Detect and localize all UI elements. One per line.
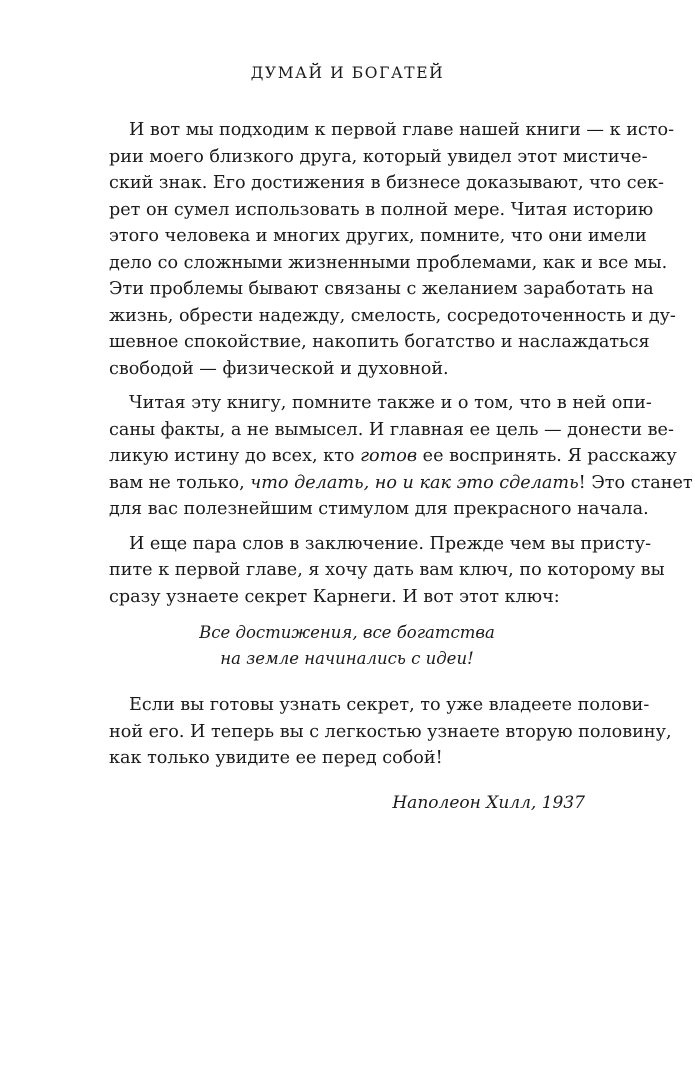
emphasis: готов xyxy=(360,446,418,466)
paragraph-3 xyxy=(109,531,665,611)
text-line: И еще пара слов в заключение. Прежде чем вы присту- xyxy=(129,533,652,554)
emphasis: что делать, но и как это сделать xyxy=(250,472,579,493)
text-line: И вот мы подходим к первой главе нашей книги — к исто- xyxy=(129,120,675,140)
paragraph-1 xyxy=(109,117,676,382)
body-text xyxy=(109,117,693,816)
author-signature: Наполеон Хилл, 1937 xyxy=(392,792,585,813)
text-run: ! Это станет xyxy=(578,472,693,493)
text-line: дело со сложными жизненными проблемами, как и все мы. xyxy=(109,252,668,273)
text-line: ский знак. Его достижения в бизнесе доказывают, что сек- xyxy=(109,173,664,193)
text-line: Если вы готовы узнать секрет, то уже владеете полови- xyxy=(129,695,650,715)
paragraph-2 xyxy=(109,390,693,523)
text-line: сразу узнаете секрет Карнеги. И вот этот ключ: xyxy=(109,586,560,607)
text-run: ее воспринять. Я расскажу xyxy=(417,446,677,466)
text-line: рет он сумел использовать в полной мере. Читая историю xyxy=(109,199,654,220)
epigraph-line: Все достижения, все богатства xyxy=(199,623,495,642)
text-line: как только увидите ее перед собой! xyxy=(109,748,443,768)
text-line: рии моего близкого друга, который увидел этот мистиче- xyxy=(109,146,648,167)
text-line xyxy=(109,470,693,497)
text-line: ной его. И теперь вы с легкостью узнаете вторую половину, xyxy=(109,721,672,742)
text-line: шевное спокойствие, накопить богатство и наслаждаться xyxy=(109,332,650,352)
text-line xyxy=(109,443,677,470)
text-line: пите к первой главе, я хочу дать вам ключ, по которому вы xyxy=(109,560,665,580)
text-line: для вас полезнейшим стимулом для прекрасного начала. xyxy=(109,499,649,519)
text-line: саны факты, а не вымысел. И главная ее цель — донести ве- xyxy=(109,419,674,440)
text-line: Эти проблемы бывают связаны с желанием заработать на xyxy=(109,279,654,299)
text-run: вам не только, xyxy=(109,472,251,493)
paragraph-4 xyxy=(109,692,672,772)
text-line: Читая эту книгу, помните также и о том, что в ней опи- xyxy=(129,393,652,413)
text-line: жизнь, обрести надежду, смелость, сосредоточенность и ду- xyxy=(109,305,676,326)
text-run: ликую истину до всех, кто xyxy=(109,446,361,466)
epigraph-line: на земле начинались с идеи! xyxy=(220,649,474,668)
epigraph xyxy=(109,620,585,672)
text-line: свободой — физической и духовной. xyxy=(109,358,449,379)
text-line: этого человека и многих других, помните, что они имели xyxy=(109,226,647,246)
running-head: ДУМАЙ И БОГАТЕЙ xyxy=(250,64,445,82)
